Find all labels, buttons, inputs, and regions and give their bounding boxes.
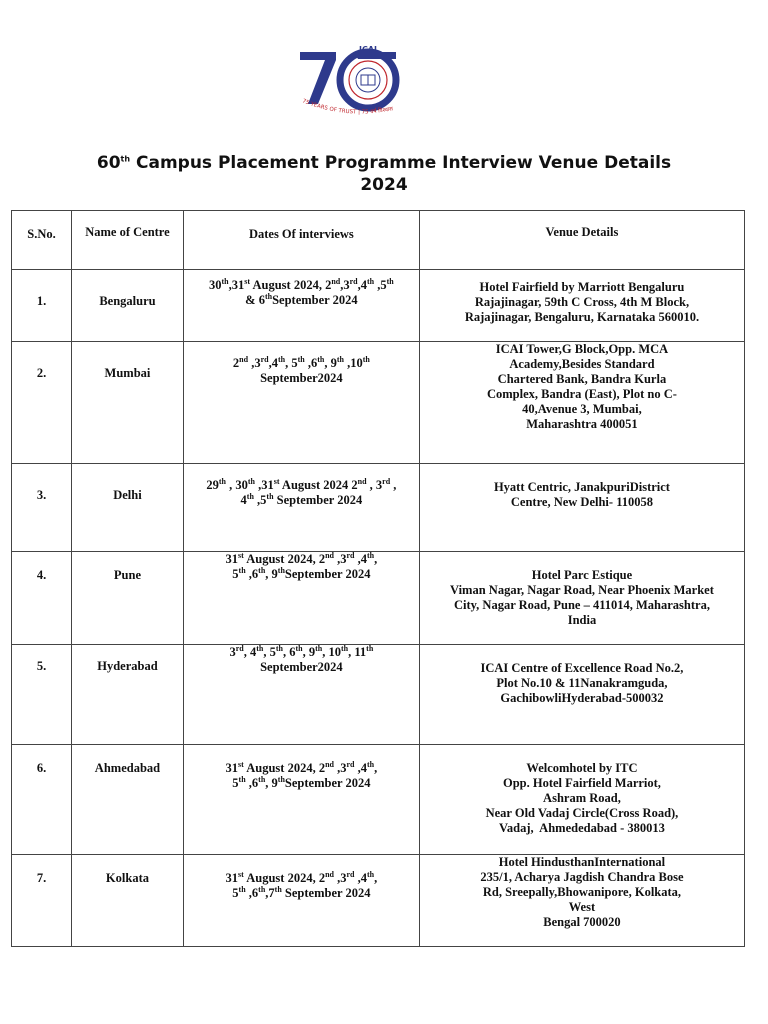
cell-sno: 4.: [12, 552, 72, 645]
cell-sno: 1.: [12, 270, 72, 342]
title-year: 2024: [360, 175, 408, 195]
header-venue: Venue Details: [419, 211, 744, 270]
cell-centre: Delhi: [72, 464, 184, 552]
cell-dates: 2nd ,3rd,4th, 5th ,6th, 9th ,10th September2024: [183, 342, 419, 464]
cell-sno: 3.: [12, 464, 72, 552]
cell-dates: 31st August 2024, 2nd ,3rd ,4th, 5th ,6th, 9thSeptember 2024: [183, 745, 419, 855]
cell-venue: ICAI Tower,G Block,Opp. MCA Academy,Besides Standard Chartered Bank, Bandra Kurla Complex, Bandra (East), Plot no C- 40,Avenue 3, Mumbai, Maharashtra 400051: [419, 342, 744, 464]
cell-dates: 31st August 2024, 2nd ,3rd ,4th, 5th ,6th,7th September 2024: [183, 855, 419, 947]
table-row: [12, 342, 745, 464]
title-text: Campus Placement Programme Interview Venue Details: [130, 153, 672, 173]
table-row: [12, 270, 745, 342]
cell-dates: 31st August 2024, 2nd ,3rd ,4th, 5th ,6th, 9thSeptember 2024: [183, 552, 419, 645]
icai-75-logo-graphic: [296, 42, 422, 120]
table-row: [12, 464, 745, 552]
venue-table: [11, 210, 745, 947]
cell-venue: ICAI Centre of Excellence Road No.2, Plot No.10 & 11Nanakramguda, GachibowliHyderabad-500032: [419, 645, 744, 745]
header-sno: S.No.: [12, 211, 72, 270]
cell-centre: Mumbai: [72, 342, 184, 464]
header-dates: Dates Of interviews: [183, 211, 419, 270]
page-title: [0, 152, 768, 196]
cell-sno: 6.: [12, 745, 72, 855]
cell-centre: Bengaluru: [72, 270, 184, 342]
header-centre: Name of Centre: [72, 211, 184, 270]
cell-venue: Hyatt Centric, JanakpuriDistrict Centre, New Delhi- 110058: [419, 464, 744, 552]
cell-dates: 30th,31st August 2024, 2nd,3rd,4th ,5th & 6thSeptember 2024: [183, 270, 419, 342]
logo-icai-text: ICAI: [358, 45, 378, 54]
cell-venue: Hotel Parc Estique Viman Nagar, Nagar Road, Near Phoenix Market City, Nagar Road, Pune – 411014, Maharashtra, India: [419, 552, 744, 645]
table-row: [12, 745, 745, 855]
table-row: [12, 552, 745, 645]
cell-venue: Welcomhotel by ITC Opp. Hotel Fairfield Marriot, Ashram Road, Near Old Vadaj Circle(Cross Road), Vadaj, Ahmededabad - 380013: [419, 745, 744, 855]
venue-rows: [12, 270, 745, 947]
title-line-1: [0, 152, 768, 174]
cell-sno: 2.: [12, 342, 72, 464]
table-row: [12, 645, 745, 745]
cell-sno: 7.: [12, 855, 72, 947]
cell-dates: 3rd, 4th, 5th, 6th, 9th, 10th, 11th September2024: [183, 645, 419, 745]
cell-centre: Kolkata: [72, 855, 184, 947]
cell-dates: 29th , 30th ,31st August 2024 2nd , 3rd , 4th ,5th September 2024: [183, 464, 419, 552]
table-header-row: [12, 211, 745, 270]
cell-centre: Hyderabad: [72, 645, 184, 745]
cell-centre: Ahmedabad: [72, 745, 184, 855]
title-number: 60: [96, 153, 121, 173]
table-row: [12, 855, 745, 947]
cell-venue: Hotel HindusthanInternational 235/1, Acharya Jagdish Chandra Bose Rd, Sreepally,Bhowanipore, Kolkata, West Bengal 700020: [419, 855, 744, 947]
cell-sno: 5.: [12, 645, 72, 745]
title-ordinal: th: [120, 154, 131, 164]
logo-tagline-path: 75 YEARS OF TRUST | 75 वर्ष विश्वास: [301, 98, 394, 116]
cell-centre: Pune: [72, 552, 184, 645]
icai-75-logo: [296, 42, 422, 120]
cell-venue: Hotel Fairfield by Marriott Bengaluru Rajajinagar, 59th C Cross, 4th M Block, Rajajinagar, Bengaluru, Karnataka 560010.: [419, 270, 744, 342]
